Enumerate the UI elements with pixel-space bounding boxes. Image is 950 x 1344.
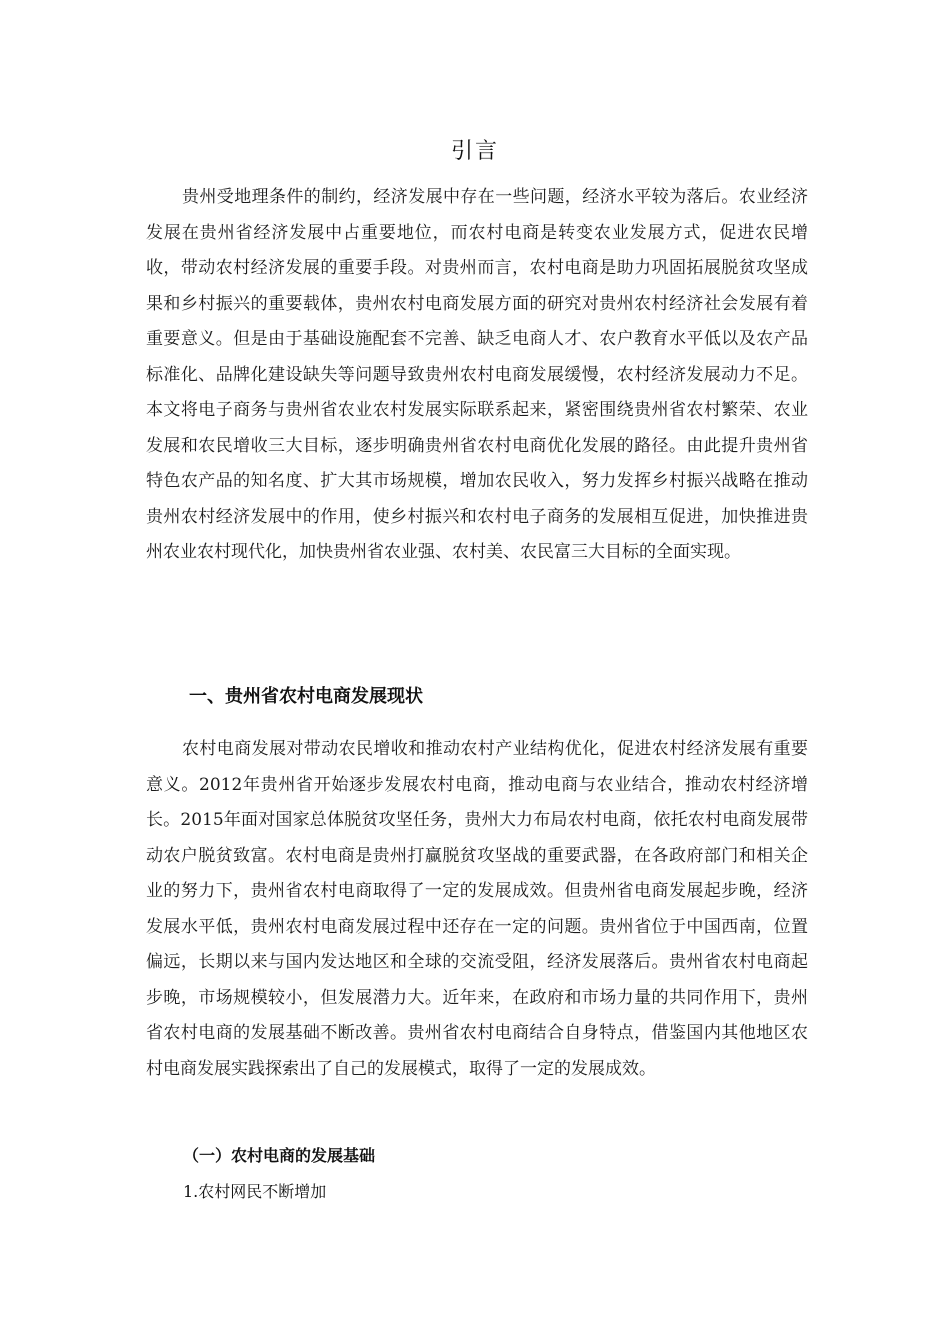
subsection-heading: （一）农村电商的发展基础 (183, 1146, 376, 1165)
section-paragraph: 农村电商发展对带动农民增收和推动农村产业结构优化，促进农村经济发展有重要意义。2012年贵州省开始逐步发展农村电商，推动电商与农业结合，推动农村经济增长。2015年面对国家总体脱贫攻坚任务，贵州大力布局农村电商，依托农村电商发展带动农户脱贫致富。农村电商是贵州打赢脱贫攻坚战的重要武器，在各政府部门和相关企业的努力下，贵州省农村电商取得了一定的发展成效。但贵州省电商发展起步晚，经济发展水平低，贵州农村电商发展过程中还存在一定的问题。贵州省位于中国西南，位置偏远，长期以来与国内发达地区和全球的交流受阻，经济发展落后。贵州省农村电商起步晚，市场规模较小，但发展潜力大。近年来，在政府和市场力量的共同作用下，贵州省农村电商的发展基础不断改善。贵州省农村电商结合自身特点，借鉴国内其他地区农村电商发展实践探索出了自己的发展模式，取得了一定的发展成效。 (146, 739, 808, 1079)
page-title: 引言 (450, 139, 499, 164)
intro-paragraph: 贵州受地理条件的制约，经济发展中存在一些问题，经济水平较为落后。农业经济发展在贵州省经济发展中占重要地位，而农村电商是转变农业发展方式，促进农民增收，带动农村经济发展的重要手段。对贵州而言，农村电商是助力巩固拓展脱贫攻坚成果和乡村振兴的重要载体，贵州农村电商发展方面的研究对贵州农村经济社会发展有着重要意义。但是由于基础设施配套不完善、缺乏电商人才、农户教育水平低以及农产品标准化、品牌化建设缺失等问题导致贵州农村电商发展缓慢，农村经济发展动力不足。本文将电子商务与贵州省农业农村发展实际联系起来，紧密围绕贵州省农村繁荣、农业发展和农民增收三大目标，逐步明确贵州省农村电商优化发展的路径。由此提升贵州省特色农产品的知名度、扩大其市场规模，增加农民收入，努力发挥乡村振兴战略在推动贵州农村经济发展中的作用，使乡村振兴和农村电子商务的发展相互促进，加快推进贵州农业农村现代化，加快贵州省农业强、农村美、农民富三大目标的全面实现。 (146, 187, 808, 562)
item-heading: 1.农村网民不断增加 (183, 1182, 327, 1201)
section-heading: 一、贵州省农村电商发展现状 (189, 686, 423, 707)
